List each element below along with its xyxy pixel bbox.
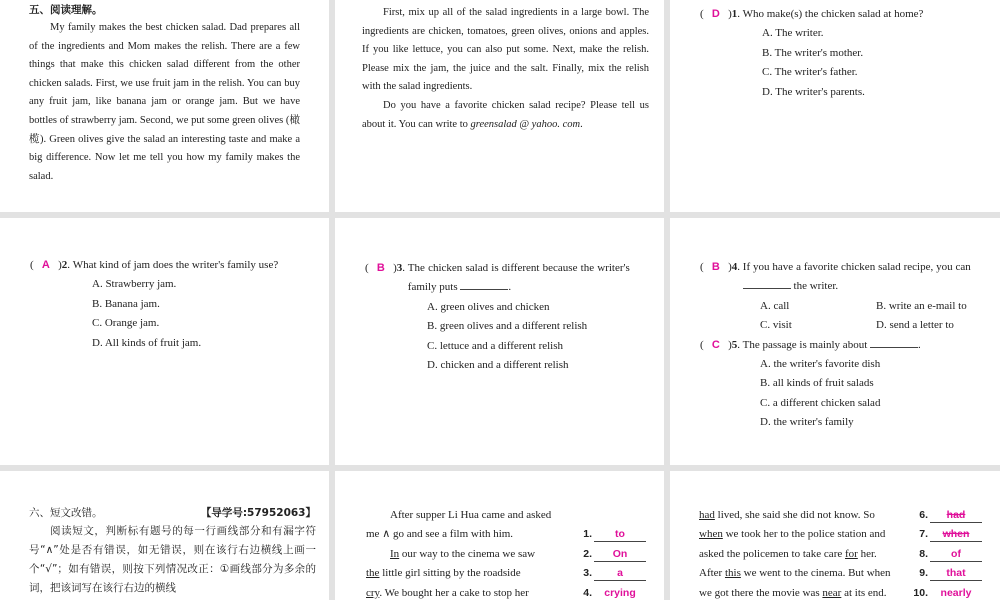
option-row bbox=[700, 297, 990, 316]
correction-answer: to bbox=[594, 527, 646, 542]
option: A. the writer's favorite dish bbox=[760, 358, 881, 371]
email-address: greensalad @ yahoo. com bbox=[470, 118, 581, 130]
section-title-proofreading: 六、短文改错。 bbox=[29, 507, 103, 519]
option: C. visit bbox=[760, 319, 792, 332]
line-text: asked the policemen to take care for her. bbox=[699, 547, 877, 560]
question-stem: The passage is mainly about bbox=[742, 338, 868, 351]
line-number: 6. bbox=[919, 509, 928, 521]
question-stem: The chicken salad is different because the writer's family puts bbox=[407, 262, 630, 294]
question-1: ( D )1. Who make(s) the chicken salad at home? bbox=[700, 8, 924, 20]
question-panel-3 bbox=[335, 218, 664, 465]
answer-mark: C bbox=[711, 338, 720, 351]
answer-mark: B bbox=[376, 262, 385, 274]
question-panel-4 bbox=[670, 218, 1000, 465]
question-4: ( B )4. If you have a favorite chicken salad recipe, you can the writer. bbox=[700, 261, 971, 293]
line-number: 4. bbox=[583, 586, 592, 599]
instructions-text: 阅读短文，判断标有题号的每一行画线部分和有漏字符号“∧”处是否有错误，如无错误，则在该行右边横线上画一个“√”；如有错误，则按下列情况改正：①画线部分为多余的词，把该词写在该行右边的横线 bbox=[29, 525, 316, 594]
answer-mark: A bbox=[41, 259, 50, 271]
line-text: when we took her to the police station and bbox=[699, 528, 886, 541]
line-text: After supper Li Hua came and asked bbox=[390, 509, 552, 521]
correction-answer: of bbox=[930, 547, 982, 562]
option: A. call bbox=[760, 299, 790, 312]
option: C. The writer's father. bbox=[762, 66, 858, 79]
reading-passage-panel-1 bbox=[0, 0, 329, 212]
option: C. a different chicken salad bbox=[760, 396, 881, 409]
correction-answer: On bbox=[594, 547, 646, 562]
correction-answer: crying bbox=[594, 586, 646, 600]
answer-mark: D bbox=[711, 8, 720, 20]
line-text: me ∧ go and see a film with him. bbox=[366, 528, 514, 541]
line-text: In our way to the cinema we saw bbox=[390, 547, 536, 560]
answer-blank bbox=[460, 279, 508, 290]
question-number: 4 bbox=[731, 261, 738, 273]
option: B. Banana jam. bbox=[92, 297, 160, 310]
line-text: we got there the movie was near at its end. bbox=[699, 586, 887, 599]
option: A. Strawberry jam. bbox=[92, 278, 177, 291]
option: C. Orange jam. bbox=[92, 317, 160, 330]
proofread-line bbox=[366, 506, 646, 525]
reading-passage-panel-2 bbox=[335, 0, 664, 212]
question-stem-end: . bbox=[918, 338, 921, 351]
line-number: 3. bbox=[583, 567, 592, 580]
line-number: 8. bbox=[919, 547, 928, 560]
proofread-line-9 bbox=[699, 564, 982, 583]
question-5: ( C )5. The passage is mainly about . bbox=[700, 338, 921, 351]
guide-number: 【导学号:57952063】 bbox=[200, 507, 316, 519]
option: B. write an e-mail to bbox=[876, 299, 967, 312]
proofread-line-7 bbox=[699, 525, 982, 544]
question-stem-end: the writer. bbox=[793, 280, 839, 293]
proofreading-text-panel-2 bbox=[670, 471, 1000, 600]
passage-paragraph bbox=[362, 97, 649, 134]
question-3: ( B )3. The chicken salad is different because the writer's family puts . bbox=[365, 262, 630, 294]
proofread-line-2 bbox=[366, 545, 646, 564]
proofread-line-6 bbox=[699, 506, 982, 525]
line-number: 7. bbox=[919, 528, 928, 541]
proofreading-instructions-panel bbox=[0, 471, 329, 600]
proofread-line-8 bbox=[699, 545, 982, 564]
line-text: the little girl sitting by the roadside bbox=[366, 567, 521, 580]
proofread-line-1 bbox=[366, 525, 646, 544]
proofread-line-10 bbox=[699, 584, 982, 600]
passage-text: Do you have a favorite chicken salad recipe? Please tell us about it. You can write to bbox=[362, 99, 649, 130]
line-number: 9. bbox=[919, 567, 928, 580]
correction-answer: a bbox=[594, 566, 646, 581]
option: B. green olives and a different relish bbox=[427, 320, 588, 333]
line-number: 10. bbox=[913, 586, 928, 599]
question-stem: If you have a favorite chicken salad recipe, you can bbox=[742, 261, 971, 273]
correction-answer: when bbox=[930, 527, 982, 542]
question-number: 5 bbox=[731, 338, 738, 351]
correction-answer: nearly bbox=[930, 586, 982, 600]
question-stem-end: . bbox=[508, 281, 512, 294]
line-text: had lived, she said she did not know. So bbox=[699, 509, 875, 521]
answer-mark: B bbox=[711, 261, 720, 273]
question-2: ( A )2. What kind of jam does the writer's family use? bbox=[30, 256, 319, 275]
proofread-line-3 bbox=[366, 564, 646, 583]
passage-paragraph: First, mix up all of the salad ingredients in a large bowl. The ingredients are chicken, tomatoes, green olives, onions and apples. If you like lettuce, you can also put some. Next, make the relish. Please mix the jam, the juice and the salt. Finally, mix the relish with the salad ingredients. bbox=[362, 7, 649, 93]
option: D. The writer's parents. bbox=[762, 85, 865, 98]
question-panel-2 bbox=[0, 218, 329, 465]
line-number: 2. bbox=[583, 547, 592, 560]
passage-text: . bbox=[580, 118, 583, 130]
proofread-line-4 bbox=[366, 584, 646, 600]
option: B. The writer's mother. bbox=[762, 46, 864, 59]
passage-paragraph: My family makes the best chicken salad. Dad prepares all of the ingredients and Mom makes the relish. There are a few things that make this chicken salad different from the other chicken salads. First, we use fruit jam in the relish. You can buy any fruit jam, like banana jam or orange jam. But we have bottles of strawberry jam. Second, we put some green olives (橄榄). Green olives give the salad an interesting taste and make a big difference. Now let me tell you how my family makes the salad. bbox=[29, 22, 300, 182]
question-number: 2 bbox=[61, 259, 68, 271]
option: D. send a letter to bbox=[876, 319, 954, 332]
option: C. lettuce and a different relish bbox=[427, 339, 564, 352]
answer-blank bbox=[743, 278, 791, 289]
question-number: 3 bbox=[396, 262, 403, 274]
section-header bbox=[29, 505, 316, 522]
correction-answer: that bbox=[930, 566, 982, 581]
option: B. all kinds of fruit salads bbox=[760, 377, 874, 390]
option: A. The writer. bbox=[762, 27, 824, 40]
option: D. the writer's family bbox=[760, 416, 854, 429]
line-text: After this we went to the cinema. But when bbox=[699, 567, 891, 580]
answer-blank bbox=[870, 337, 918, 348]
question-panel-1 bbox=[670, 0, 1000, 212]
question-stem: Who make(s) the chicken salad at home? bbox=[742, 8, 924, 20]
question-number: 1 bbox=[731, 8, 738, 20]
line-number: 1. bbox=[583, 528, 592, 541]
option: D. All kinds of fruit jam. bbox=[92, 336, 202, 349]
section-title-reading: 五、阅读理解。 bbox=[29, 4, 103, 16]
correction-answer: had bbox=[930, 508, 982, 523]
question-stem: What kind of jam does the writer's family use? bbox=[72, 259, 279, 271]
proofreading-text-panel-1 bbox=[335, 471, 664, 600]
option: A. green olives and chicken bbox=[427, 300, 550, 313]
option: D. chicken and a different relish bbox=[427, 359, 569, 372]
option-row bbox=[700, 316, 990, 335]
line-text: cry. We bought her a cake to stop her bbox=[366, 586, 529, 599]
